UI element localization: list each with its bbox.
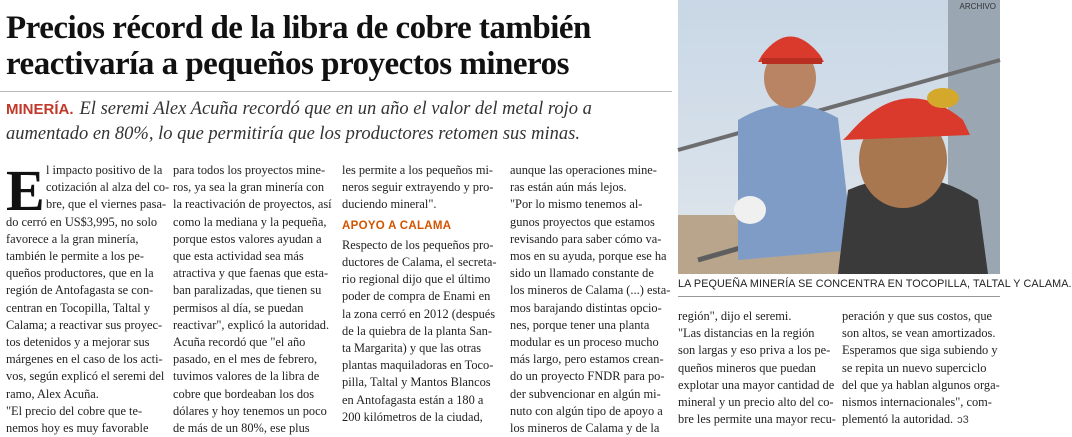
text-line: centran en Tocopilla, Taltal y [6,300,151,315]
text-line: nemos hoy es muy favorable [6,421,149,436]
text-line: 200 kilómetros de la ciudad, [342,409,483,424]
lead-text-1: El seremi Alex Acuña recordó que en un año el valor del metal rojo a [79,99,592,119]
text-line: en Antofagasta están a 180 a [342,392,484,407]
text-line: revisando para saber cómo va- [510,231,662,246]
text-line: del que ya hablan algunos orga- [842,377,1000,392]
article-column-1-top [46,162,168,214]
lead-divider [0,91,672,92]
caption-divider [678,296,1000,297]
article-column-3 [342,162,505,426]
text-line: los mineros de Calama y de la [510,421,660,436]
headline-line-2: reactivaría a pequeños proyectos mineros [6,46,569,82]
text-line: duciendo mineral". [342,197,437,212]
text-line: como la mediana y la pequeña, [173,214,327,229]
section-subhead: APOYO A CALAMA [342,219,452,232]
text-line: rio regional dijo que el último [342,272,491,287]
text-line: son largas y eso priva a los pe- [678,343,831,358]
text-line: nuto con algún tipo de apoyo a [510,403,663,418]
text-line: aunque las operaciones mine- [510,163,657,177]
headline-line-1: Precios récord de la libra de cobre también [6,10,591,46]
text-line: para todos los proyectos mine- [173,163,326,177]
text-line: región", dijo el seremi. [678,309,792,323]
text-line: dólares y hoy tenemos un poco [173,403,327,418]
text-line: l impacto positivo de la [46,163,163,177]
text-line: les permite a los pequeños mi- [342,163,494,177]
text-line: favorece a la gran minería, [6,231,139,246]
text-line: peración y que sus costos, que [842,309,993,323]
text-line: ramo, Alex Acuña. [6,386,99,401]
text-line: pasado, en el mes de febrero, [173,352,318,367]
text-line: mineral y un precio alto del co- [678,395,834,410]
headline [6,10,676,82]
column-3-paragraph-1 [342,162,505,214]
text-line: ductores de Calama, el secreta- [342,255,497,270]
text-line: explotar una mayor cantidad de [678,377,835,392]
text-line: mos barajando distintas opcio- [510,300,662,315]
text-line: son altos, se vean amortizados. [842,326,996,341]
text-line: plementó la autoridad. ↄ3 [842,412,969,427]
text-line: do cerró en US$3,995, no solo [6,214,158,229]
text-line: ta Margarita) y que las otras [342,341,482,356]
text-line: bre les permite una mayor recu- [678,412,836,427]
text-line: do un proyecto FNDR para po- [510,369,665,384]
lead-line-2: aumentado en 80%, lo que permitiría que los productores retomen sus minas. [6,124,580,144]
text-line: plantas maquiladoras en Toco- [342,358,494,373]
lead-paragraph [6,97,676,146]
text-line: bre, que el viernes pasa- [46,197,167,212]
text-line: también le permite a los pe- [6,249,144,263]
text-line: de la quiebra de la planta San- [342,323,493,338]
text-line: ros, ya sea la gran minería con [173,180,325,195]
photo-caption: LA PEQUEÑA MINERÍA SE CONCENTRA EN TOCOPILLA, TALTAL Y CALAMA. [678,278,1072,290]
text-line: Respecto de los pequeños pro- [342,237,494,252]
text-line: ban paralizadas, que tienen su [173,283,322,298]
text-line: la zona cerró en 2012 (después [342,306,496,321]
article-column-5 [678,308,838,428]
text-line: permisos al día, se puedan [173,300,304,315]
text-line: modular es un proceso mucho [510,335,659,350]
drop-cap: E [6,158,45,223]
text-line: nes, porque tener una planta [510,317,650,332]
text-line: vos, según explicó el seremi del [6,369,165,384]
text-line: der subvencionar en algún mi- [510,386,661,401]
text-line: que esta actividad sea más [173,249,304,264]
text-line: de más de un 80%, ese plus [173,421,310,436]
text-line: neros seguir extrayendo y pro- [342,180,494,195]
text-line: Esperamos que siga subiendo y [842,343,998,358]
column-3-paragraph-2 [342,237,505,426]
text-line: ras están aún más lejos. [510,180,627,195]
text-line: los mineros de Calama (...) esta- [510,283,671,298]
text-line: gunos proyectos que estamos [510,214,655,229]
text-line: región de Antofagasta se con- [6,283,154,298]
photo-credit: ARCHIVO [959,2,996,11]
text-line: reactivar", explicó la autoridad. [173,317,330,332]
miners-photo [678,0,1000,274]
article-column-6 [842,308,1000,429]
article-column-1 [6,214,168,437]
text-line: sido un llamado constante de [510,266,654,281]
text-line: cobre que bordeaban los dos [173,386,315,401]
text-line: atractiva y que faenas que esta- [173,266,329,281]
text-line: cotización al alza del co- [46,180,170,195]
article-column-4 [510,162,674,437]
article-column-2 [173,162,338,437]
text-line: pilla, Taltal y Mantos Blancos [342,375,491,390]
miners-photo-illustration [678,0,1000,274]
text-line: queños productores, que en la [6,266,154,281]
text-line: poder de compra de Enami en [342,289,491,304]
text-line: "Las distancias en la región [678,326,815,341]
text-line: Acuña recordó que "el año [173,335,306,350]
text-line: la reactivación de proyectos, así [173,197,332,212]
text-line: porque estos valores ayudan a [173,231,322,246]
lead-line-1 [6,97,676,122]
text-line: tos detenidos y a mejorar sus [6,335,150,350]
text-line: "El precio del cobre que te- [6,403,143,418]
article-end-mark: ↄ3 [957,414,969,427]
text-line: más largo, pero estamos crean- [510,352,664,367]
text-line: márgenes en el caso de los acti- [6,352,163,367]
text-line: mos en su ayuda, porque ese ha [510,249,667,264]
section-kicker: MINERÍA. [6,101,74,118]
text-line: "Por lo mismo tenemos al- [510,197,643,212]
text-line: nismos internacionales", com- [842,395,992,410]
text-line: se repita un nuevo superciclo [842,360,987,375]
text-line: queños mineros que puedan [678,360,816,375]
text-line: Calama; a reactivar sus proyec- [6,317,163,332]
text-line: tuvimos valores de la libra de [173,369,320,384]
